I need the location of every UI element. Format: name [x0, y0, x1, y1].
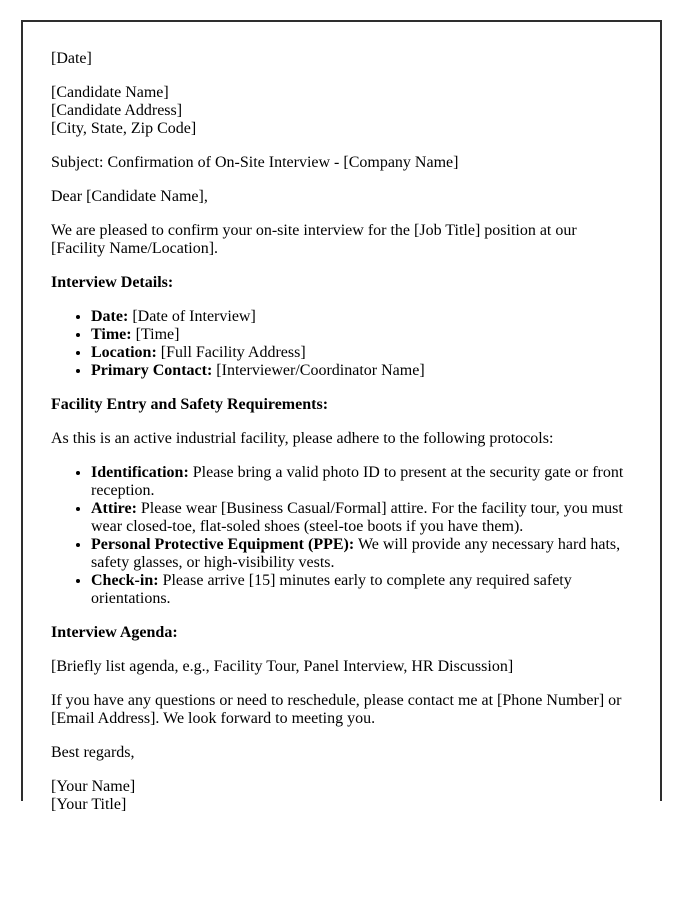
closing-paragraph: If you have any questions or need to reschedule, please contact me at [Phone Number] or [Email Address]. We look forward to meeting you. — [51, 692, 622, 727]
detail-item-date — [91, 308, 632, 326]
detail-item-primary-contact — [91, 362, 632, 380]
safety-item-ppe — [91, 536, 632, 572]
interview-details-heading — [51, 274, 632, 292]
salutation: Dear [Candidate Name], — [51, 188, 208, 205]
agenda-placeholder-line: [Briefly list agenda, e.g., Facility Tour, Panel Interview, HR Discussion] — [51, 658, 514, 675]
safety-intro-paragraph: As this is an active industrial facility, please adhere to the following protocols: — [51, 430, 554, 447]
safety-requirements-heading-text: Facility Entry and Safety Requirements: — [51, 396, 329, 413]
safety-label-identification: Identification: — [91, 464, 189, 481]
detail-value-primary-contact: [Interviewer/Coordinator Name] — [216, 362, 425, 379]
signature-block — [51, 778, 632, 814]
subject-line: Subject: Confirmation of On-Site Interview - [Company Name] — [51, 154, 459, 171]
recipient-street-line: [Candidate Address] — [51, 102, 183, 119]
detail-label-time: Time: — [91, 326, 132, 343]
detail-value-time: [Time] — [135, 326, 180, 343]
safety-requirements-heading — [51, 396, 632, 414]
signature-name-line: [Your Name] — [51, 778, 136, 795]
detail-item-time — [91, 326, 632, 344]
safety-value-ppe: We will provide any necessary hard hats, safety glasses, or high-visibility vests. — [91, 536, 621, 571]
detail-label-date: Date: — [91, 308, 129, 325]
detail-value-date: [Date of Interview] — [132, 308, 256, 325]
recipient-city-line: [City, State, Zip Code] — [51, 120, 197, 137]
recipient-name-line: [Candidate Name] — [51, 84, 169, 101]
interview-details-heading-text: Interview Details: — [51, 274, 174, 291]
safety-requirements-list — [51, 464, 632, 608]
detail-value-location: [Full Facility Address] — [160, 344, 306, 361]
safety-label-ppe: Personal Protective Equipment (PPE): — [91, 536, 355, 553]
interview-agenda-heading — [51, 624, 632, 642]
detail-label-primary-contact: Primary Contact: — [91, 362, 213, 379]
interview-details-list — [51, 308, 632, 380]
safety-item-identification — [91, 464, 632, 500]
letter-page — [21, 20, 662, 813]
date-line: [Date] — [51, 50, 92, 67]
intro-paragraph: We are pleased to confirm your on-site interview for the [Job Title] position at our [Facility Name/Location]. — [51, 222, 577, 257]
safety-item-attire — [91, 500, 632, 536]
sign-off: Best regards, — [51, 744, 135, 761]
safety-item-check-in — [91, 572, 632, 608]
safety-label-check-in: Check-in: — [91, 572, 159, 589]
detail-label-location: Location: — [91, 344, 157, 361]
safety-value-identification: Please bring a valid photo ID to present at the security gate or front reception. — [91, 464, 624, 499]
safety-value-check-in: Please arrive [15] minutes early to complete any required safety orientations. — [91, 572, 572, 607]
detail-item-location — [91, 344, 632, 362]
recipient-address — [51, 84, 632, 138]
signature-title-line: [Your Title] — [51, 796, 127, 813]
safety-label-attire: Attire: — [91, 500, 137, 517]
interview-agenda-heading-text: Interview Agenda: — [51, 624, 178, 641]
safety-value-attire: Please wear [Business Casual/Formal] attire. For the facility tour, you must wear closed-toe, flat-soled shoes (steel-toe boots if you have them). — [91, 500, 623, 535]
